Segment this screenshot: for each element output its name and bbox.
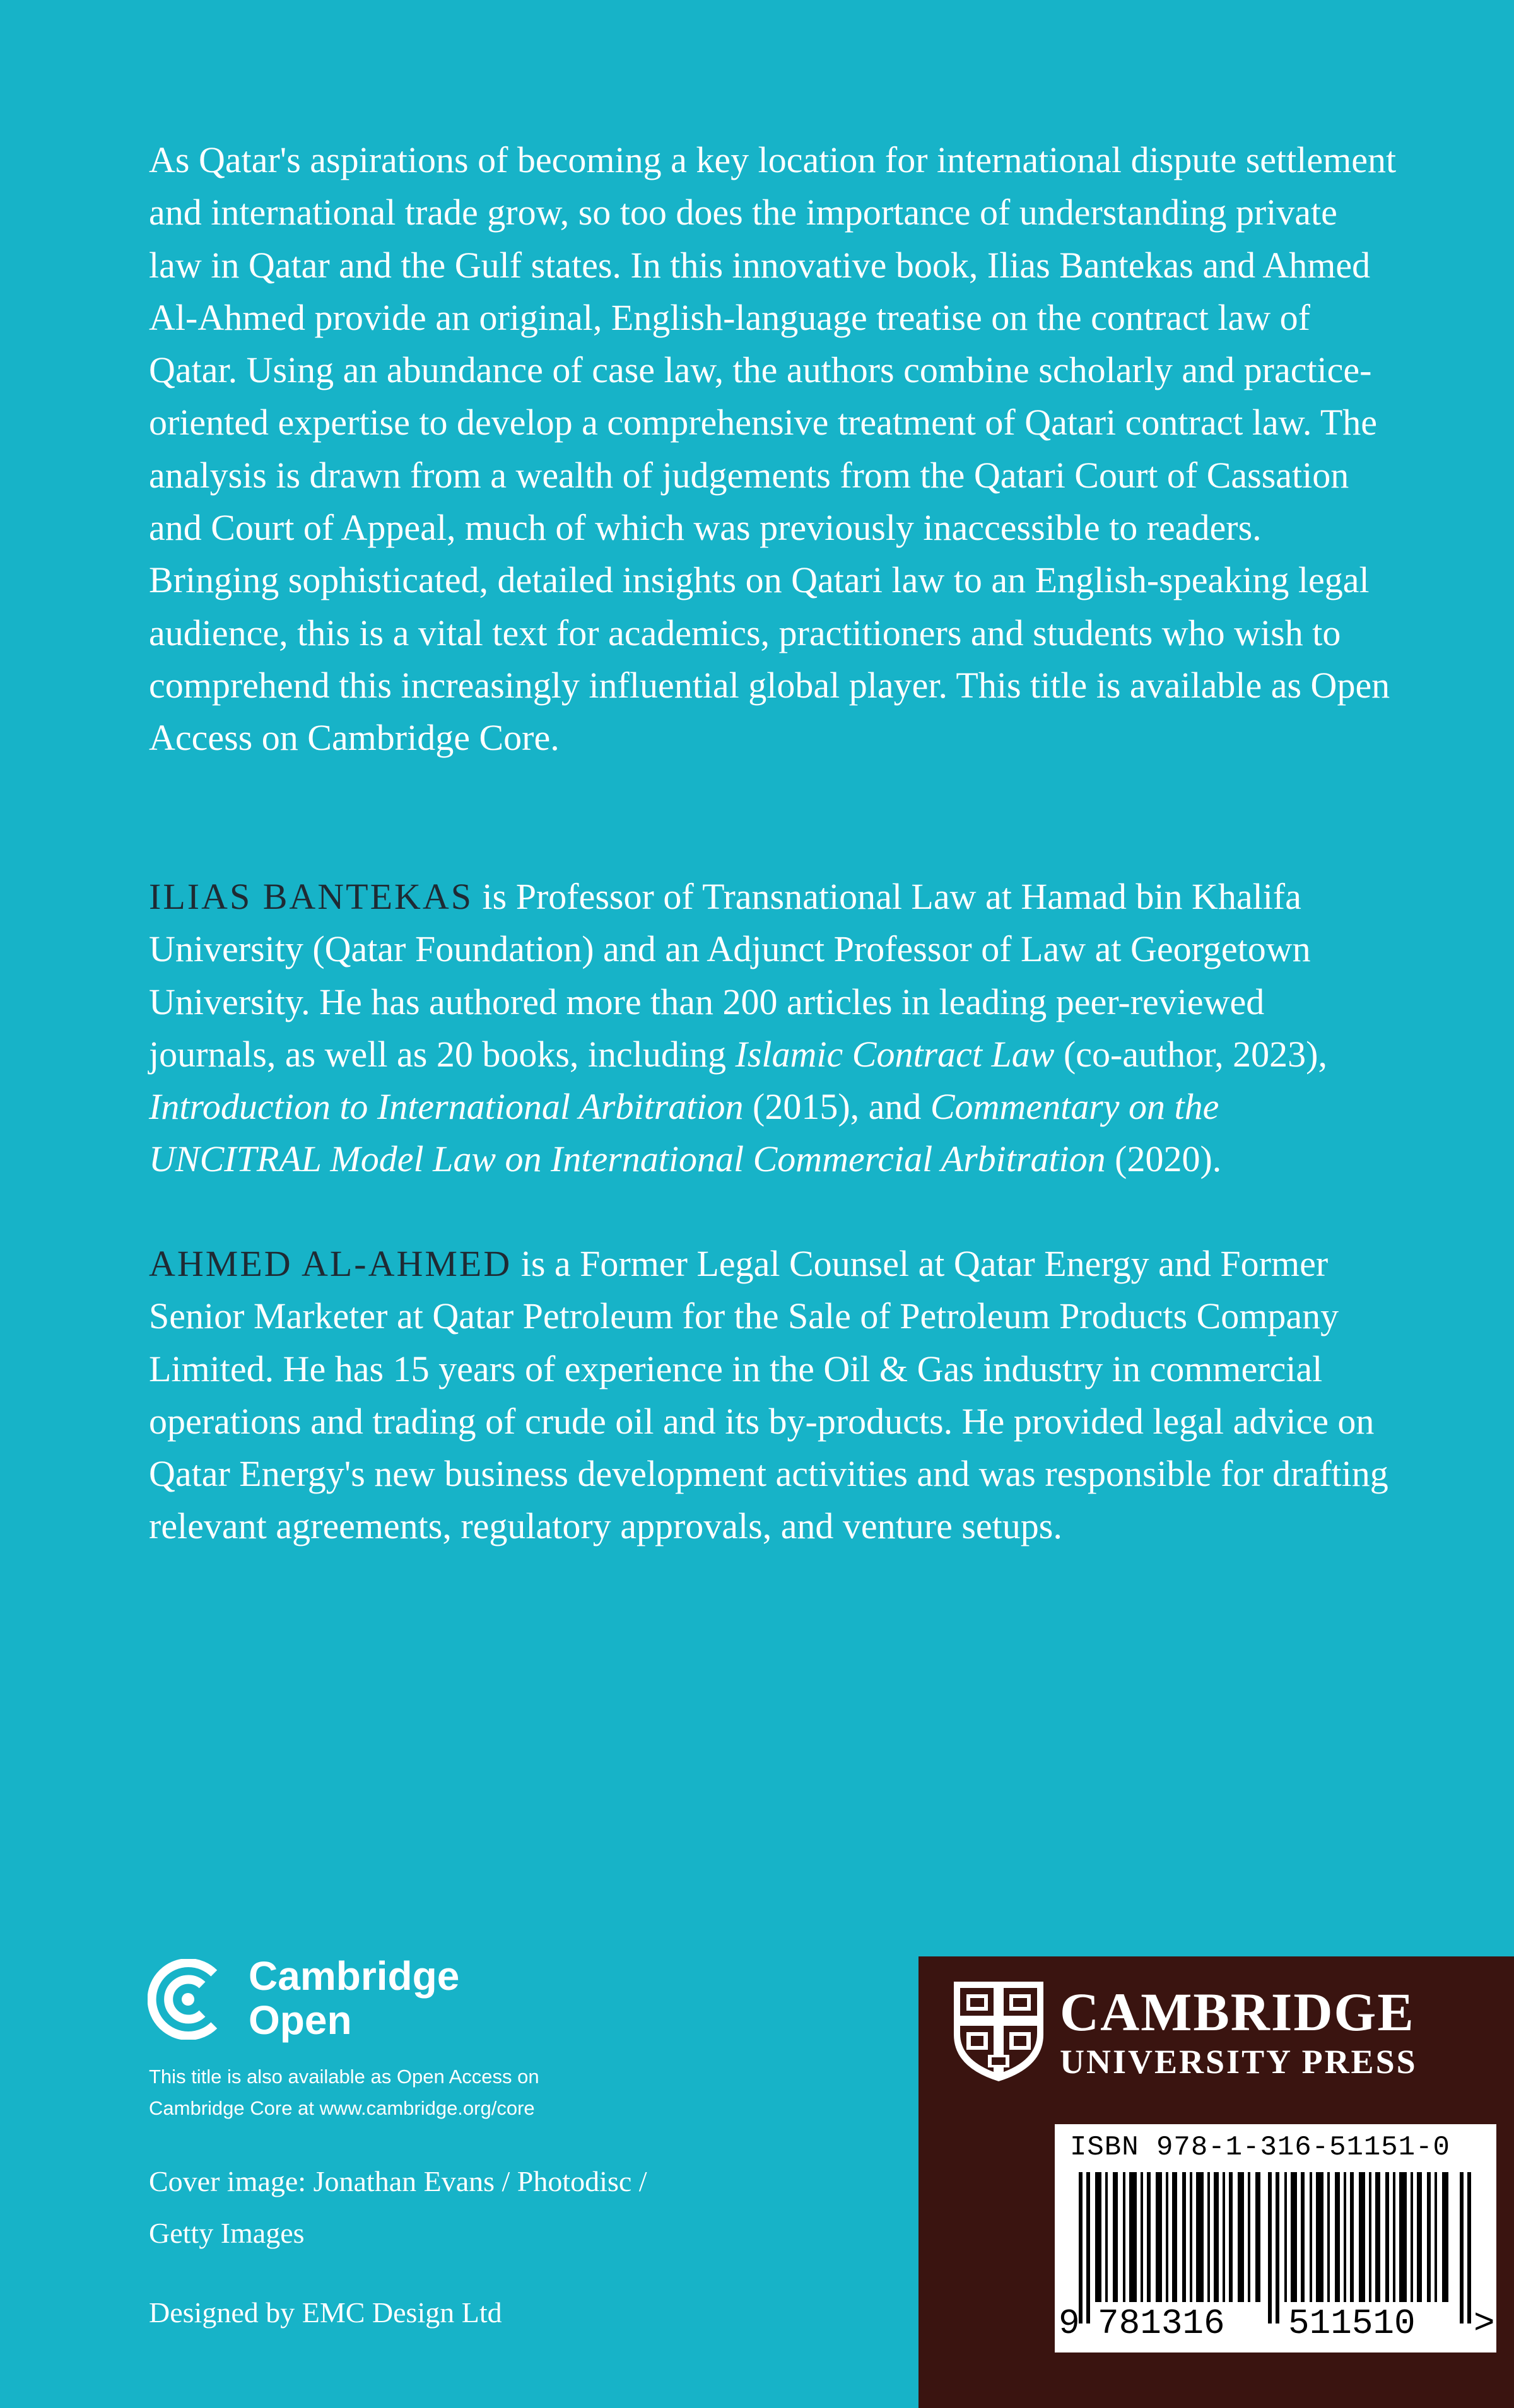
bio-text-d: (2020). xyxy=(1105,1138,1222,1180)
author-bio-al-ahmed xyxy=(149,1237,1398,1553)
cover-image-credit xyxy=(149,2156,780,2259)
barcode-digits-left: 781316 xyxy=(1098,2303,1225,2344)
open-access-note-line2: Cambridge Core at www.cambridge.org/core xyxy=(149,2097,535,2119)
bio-text-c: (2015), and xyxy=(743,1086,930,1128)
author-bio-bantekas xyxy=(149,870,1398,1186)
bio-text: is a Former Legal Counsel at Qatar Energy and Former Senior Marketer at Qatar Petroleum for the Sale of Petroleum Products Company Limited. He has 15 years of experience in the Oil & Gas industry in commercial operations and trading of crude oil and its by-products. He provided legal advice on Qatar Energy's new business development activities and was responsible for drafting relevant agreements, regulatory approvals, and venture setups. xyxy=(149,1243,1388,1547)
book-title-islamic-contract-law: Islamic Contract Law xyxy=(735,1033,1055,1075)
publisher-name-line2: UNIVERSITY PRESS xyxy=(1060,2043,1417,2081)
publisher-name xyxy=(1060,1983,1417,2083)
publisher-name-line1: CAMBRIDGE xyxy=(1060,1982,1415,2042)
open-access-note-line1: This title is also available as Open Access on xyxy=(149,2066,539,2088)
book-description: As Qatar's aspirations of becoming a key location for international dispute settlement and international trade grow, so too does the importance of understanding private law in Qatar and the Gulf states. In this innovative book, Ilias Bantekas and Ahmed Al-Ahmed provide an original, English-language treatise on the contract law of Qatar. Using an abundance of case law, the authors combine scholarly and practice-oriented expertise to develop a comprehensive treatment of Qatari contract law. The analysis is drawn from a wealth of judgements from the Qatari Court of Cassation and Court of Appeal, much of which was previously inaccessible to readers. Bringing sophisticated, detailed insights on Qatari law to an English-speaking legal audience, this is a vital text for academics, practitioners and students who wish to comprehend this increasingly influential global player. This title is available as Open Access on Cambridge Core. xyxy=(149,139,1397,759)
cambridge-open-icon xyxy=(148,1959,228,2040)
bio-text-b: (co-author, 2023), xyxy=(1054,1033,1327,1075)
book-title-uncitral-commentary: Commentary on the UNCITRAL Model Law on International Commercial Arbitration xyxy=(149,1086,1219,1180)
university-crest-icon xyxy=(951,1979,1046,2084)
barcode-digits-right: 511510 xyxy=(1288,2303,1416,2344)
book-title-intro-arbitration: Introduction to International Arbitration xyxy=(149,1086,744,1128)
isbn-barcode xyxy=(1055,2124,1496,2352)
logo-word-cambridge: Cambridge xyxy=(249,1953,460,1999)
barcode-digit-first: 9 xyxy=(1059,2303,1080,2344)
logo-word-open: Open xyxy=(249,1997,352,2043)
author-name-bantekas: ILIAS BANTEKAS xyxy=(149,876,474,917)
bio-text-a: is Professor of Transnational Law at Hamad bin Khalifa University (Qatar Foundation) and an Adjunct Professor of Law at Georgetown University. He has authored more than 200 articles in leading peer-reviewed journals, as well as 20 books, including xyxy=(149,876,1311,1075)
barcode-bars xyxy=(1079,2172,1472,2323)
barcode-digits xyxy=(1055,2303,1496,2347)
cambridge-open-logo xyxy=(148,1954,501,2042)
cover-credit-line2: Getty Images xyxy=(149,2217,305,2249)
barcode-end-mark: > xyxy=(1474,2303,1495,2344)
author-name-al-ahmed: AHMED AL-AHMED xyxy=(149,1243,512,1284)
publisher-block xyxy=(918,1956,1514,2408)
cover-credit-line1: Cover image: Jonathan Evans / Photodisc / xyxy=(149,2165,647,2197)
isbn-label: ISBN 978-1-316-51151-0 xyxy=(1070,2132,1450,2163)
design-credit: Designed by EMC Design Ltd xyxy=(149,2296,502,2329)
open-access-note xyxy=(149,2061,654,2124)
